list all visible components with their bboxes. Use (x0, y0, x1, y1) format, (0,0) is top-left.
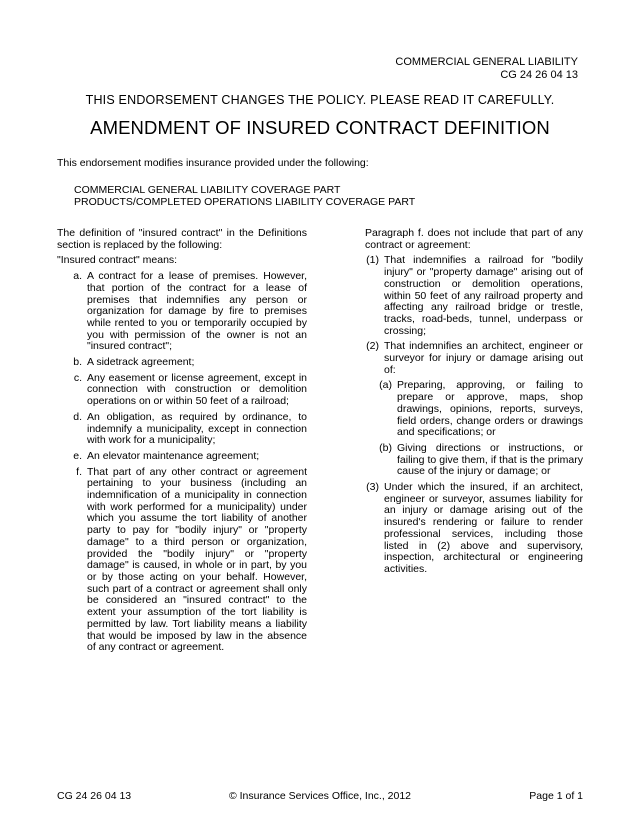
list-item (362, 255, 583, 337)
left-column (57, 228, 307, 658)
item-label: (3) (366, 481, 379, 494)
list-item (362, 341, 583, 376)
list-item (362, 482, 583, 576)
definition-intro: The definition of "insured contract" in the Definitions section is replaced by the following: (57, 227, 307, 251)
list-item (69, 271, 307, 353)
footer-form-number: CG 24 26 04 13 (57, 790, 132, 802)
item-label: a. (73, 270, 82, 283)
item-text: Under which the insured, if an architect, engineer or surveyor, assumes liability for an injury or damage arising out of the insured's rendering or failure to render professional services, including those listed in (2) above and supervisory, inspection, architectural or engineering activities. (384, 481, 583, 575)
item-text: An obligation, as required by ordinance, to indemnify a municipality, except in connection with work for a municipality; (87, 410, 307, 447)
form-name: COMMERCIAL GENERAL LIABILITY (395, 56, 578, 68)
item-text: A sidetrack agreement; (87, 356, 195, 369)
item-text: Preparing, approving, or failing to prepare or approve, maps, shop drawings, opinions, reports, surveys, field orders, change orders or drawings and specifications; or (397, 379, 583, 439)
item-label: e. (73, 449, 82, 462)
item-text: Any easement or license agreement, except in connection with construction or demolition operations on or within 50 feet of a railroad; (87, 371, 307, 408)
coverage-part: COMMERCIAL GENERAL LIABILITY COVERAGE PART (74, 184, 341, 196)
form-header (395, 56, 578, 82)
list-item (69, 451, 307, 463)
exclusion-intro: Paragraph f. does not include that part of any contract or agreement: (365, 227, 583, 251)
item-label: (b) (379, 441, 392, 454)
item-label: (a) (379, 379, 392, 392)
footer-page-number: Page 1 of 1 (529, 790, 583, 802)
item-text: That indemnifies an architect, engineer or surveyor for injury or damage arising out of: (384, 340, 583, 376)
insured-contract-means: "Insured contract" means: (57, 254, 178, 267)
item-text: A contract for a lease of premises. However, that portion of the contract for a lease of premises that indemnifies any person or organization for damage by fire to premises while rented to you or temporarily occupied by you with permission of the owner is not an "insured contract"; (87, 270, 307, 353)
right-column (362, 228, 583, 580)
footer-copyright: © Insurance Services Office, Inc., 2012 (228, 790, 412, 802)
item-text: That part of any other contract or agreement pertaining to your business (including an indemnification of a municipality in connection with work performed for a municipality) under which you assume the tort liability of another party to pay for "bodily injury" or "property damage" to a third person or organization, provided the "bodily injury" or "property damage" is caused, in whole or in part, by you or by those acting on your behalf. However, such part of a contract or agreement shall only be considered an "insured contract" to the extent your assumption of the tort liability is permitted by law. Tort liability means a liability that would be imposed by law in the absence of any contract or agreement. (87, 465, 307, 654)
list-item (374, 443, 583, 478)
form-number: CG 24 26 04 13 (500, 69, 578, 81)
coverage-parts-list (74, 184, 415, 208)
list-item (69, 373, 307, 408)
item-label: b. (73, 356, 82, 369)
item-label: c. (73, 371, 82, 384)
item-text: An elevator maintenance agreement; (87, 449, 260, 462)
list-item (69, 467, 307, 654)
item-label: d. (73, 410, 82, 423)
item-label: (2) (366, 340, 379, 353)
coverage-part: PRODUCTS/COMPLETED OPERATIONS LIABILITY COVERAGE PART (74, 196, 416, 208)
list-item (69, 412, 307, 447)
item-text: That indemnifies a railroad for "bodily injury" or "property damage" arising out of construction or demolition operations, within 50 feet of any railroad property and affecting any railroad bridge or trestle, tracks, road-beds, tunnel, underpass or crossing; (384, 254, 583, 337)
item-label: (1) (366, 254, 379, 267)
list-item (69, 357, 307, 369)
item-label: f. (76, 465, 82, 478)
page-title: AMENDMENT OF INSURED CONTRACT DEFINITION (90, 117, 550, 138)
intro-text: This endorsement modifies insurance provided under the following: (57, 157, 369, 169)
list-item (374, 380, 583, 439)
item-text: Giving directions or instructions, or failing to give them, if that is the primary cause of the injury or damage; or (397, 441, 583, 478)
endorsement-notice: THIS ENDORSEMENT CHANGES THE POLICY. PLEASE READ IT CAREFULLY. (85, 93, 555, 107)
